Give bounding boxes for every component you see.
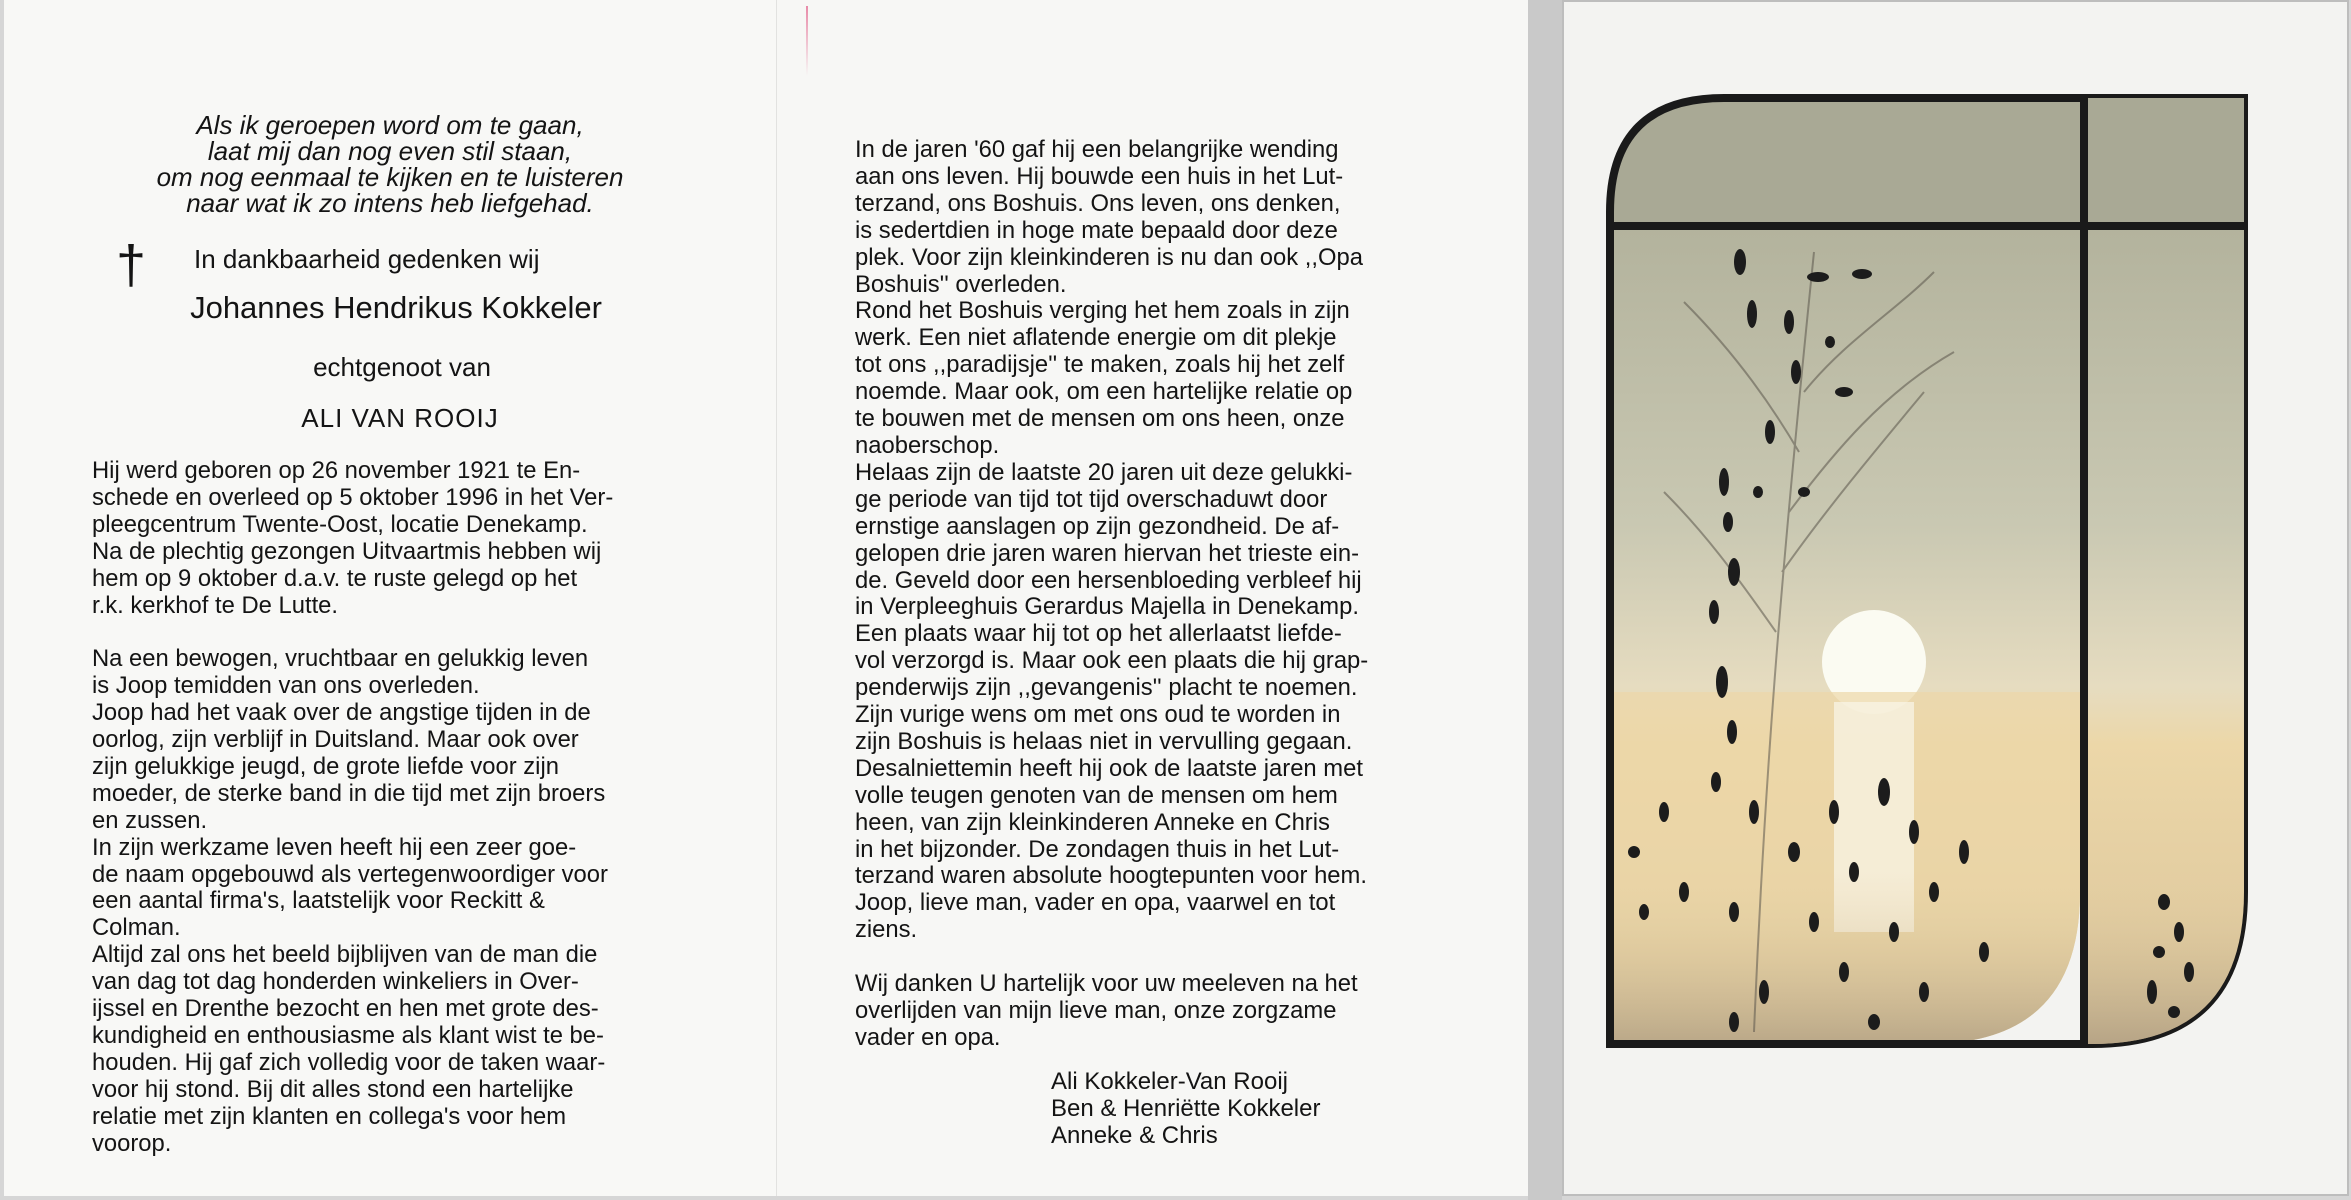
body-line: werk. Een niet aflatende energie om dit plekje [855,324,1337,352]
body-line: moeder, de sterke band in die tijd met zijn broers [92,779,606,807]
poem-line: laat mij dan nog even stil staan, [207,136,573,166]
body-line: in Verpleeghuis Gerardus Majella in Denekamp. [855,593,1359,621]
body-line: gelopen drie jaren waren hiervan het trieste ein- [855,539,1359,567]
poem-line: naar wat ik zo intens heb liefgehad. [186,188,594,218]
body-line: volle teugen genoten van de mensen om hem [855,781,1338,809]
body-line: Desalniettemin heeft hij ook de laatste jaren met [855,754,1363,782]
body-line: Joop had het vaak over de angstige tijden in de [92,699,591,727]
body-line: plek. Voor zijn kleinkinderen is nu dan ook ,,Opa [855,243,1363,271]
body-line: zijn Boshuis is helaas niet in vervulling gegaan. [855,727,1353,755]
left-body-text [92,458,613,1158]
body-line: r.k. kerkhof te De Lutte. [92,591,339,619]
deceased-name: Johannes Hendrikus Kokkeler [190,290,602,325]
signatures [1051,1068,1320,1149]
body-line: Hij werd geboren op 26 november 1921 te En- [92,457,581,484]
body-line: is Joop temidden van ons overleden. [92,672,480,700]
body-line: voorop. [92,1129,172,1157]
body-line: relatie met zijn klanten en collega's voor hem [92,1102,567,1130]
body-line: Na de plechtig gezongen Uitvaartmis hebben wij [92,537,602,565]
body-line: In zijn werkzame leven heeft hij een zeer goe- [92,833,577,861]
cross-icon: † [116,235,147,295]
card-cover-panel [1562,0,2349,1196]
poem-line: Als ik geroepen word om te gaan, [196,110,584,140]
body-line: vader en opa. [855,1023,1001,1051]
body-line: een aantal firma's, laatstelijk voor Reckitt & [92,887,545,915]
body-line: Boshuis'' overleden. [855,270,1067,298]
card-middle-panel [776,0,1528,1196]
body-line: ijssel en Drenthe bezocht en hen met grote des- [92,995,599,1023]
body-line: Altijd zal ons het beeld bijblijven van de man die [92,941,598,969]
spouse-name: ALI VAN ROOIJ [301,403,499,433]
body-line: noemde. Maar ook, om een hartelijke relatie op [855,378,1353,406]
body-line: kundigheid en enthousiasme als klant wist te be- [92,1022,604,1050]
body-line: schede en overleed op 5 oktober 1996 in het Ver- [92,483,614,511]
body-line: van dag tot dag honderden winkeliers in Over- [92,968,579,996]
body-line: ziens. [855,916,918,944]
body-line: zijn gelukkige jeugd, de grote liefde voor zijn [92,752,559,780]
body-line: terzand waren absolute hoogtepunten voor hem. [855,862,1367,890]
body-line: pleegcentrum Twente-Oost, locatie Denekamp. [92,510,588,538]
body-line: voor hij stond. Bij dit alles stond een hartelijke [92,1075,574,1103]
body-line: is sedertdien in hoge mate bepaald door deze [855,216,1338,244]
gutter [1528,0,1562,1200]
body-line: Rond het Boshuis verging het hem zoals in zijn [855,297,1350,325]
body-line: overlijden van mijn lieve man, onze zorgzame [855,996,1337,1024]
body-line: en zussen. [92,806,208,834]
body-line: heen, van zijn kleinkinderen Anneke en Chris [855,808,1330,836]
body-line [855,944,1368,971]
body-line: Colman. [92,914,181,942]
body-line: te bouwen met de mensen om ons heen, onze [855,405,1345,433]
window-sunset-illustration [1604,92,2254,1062]
body-line: Helaas zijn de laatste 20 jaren uit deze gelukki- [855,458,1353,486]
body-line: hem op 9 oktober d.a.v. te ruste gelegd op het [92,564,578,592]
middle-body-text [855,137,1368,1052]
poem-line: om nog eenmaal te kijken en te luisteren [156,162,624,192]
dedication: In dankbaarheid gedenken wij [194,244,540,274]
body-line: Een plaats waar hij tot op het allerlaatst liefde- [855,620,1342,648]
body-line: Wij danken U hartelijk voor uw meeleven na het [855,970,1358,998]
body-line: naoberschop. [855,431,1000,459]
body-line: aan ons leven. Hij bouwde een huis in het Lut- [855,162,1344,190]
body-line: In de jaren '60 gaf hij een belangrijke wending [855,136,1339,163]
body-line: Zijn vurige wens om met ons oud te worden in [855,701,1341,729]
body-line: oorlog, zijn verblijf in Duitsland. Maar ook over [92,726,579,754]
body-line: terzand, ons Boshuis. Ons leven, ons denken, [855,189,1341,217]
card-left-panel [4,0,776,1196]
signature-line: Anneke & Chris [1051,1122,1218,1149]
body-line: houden. Hij gaf zich volledig voor de taken waar- [92,1048,606,1076]
body-line [92,619,613,646]
spouse-label: echtgenoot van [313,352,491,382]
body-line: in het bijzonder. De zondagen thuis in het Lut- [855,835,1340,863]
ink-mark [806,6,808,76]
body-line: de naam opgebouwd als vertegenwoordiger voor [92,860,608,888]
body-line: ge periode van tijd tot tijd overschaduwt door [855,485,1328,513]
body-line: penderwijs zijn ,,gevangenis'' placht te noemen. [855,674,1358,702]
body-line: ernstige aanslagen op zijn gezondheid. De af- [855,512,1340,540]
body-line: Na een bewogen, vruchtbaar en gelukkig leven [92,645,589,673]
signature-line: Ali Kokkeler-Van Rooij [1051,1068,1288,1095]
signature-line: Ben & Henriëtte Kokkeler [1051,1095,1321,1122]
body-line: vol verzorgd is. Maar ook een plaats die hij grap- [855,647,1369,675]
body-line: Joop, lieve man, vader en opa, vaarwel en tot [855,889,1336,917]
body-line: de. Geveld door een hersenbloeding verbleef hij [855,566,1362,594]
poem [4,112,776,216]
body-line: tot ons ,,paradijsje'' te maken, zoals hij het zelf [855,351,1345,379]
